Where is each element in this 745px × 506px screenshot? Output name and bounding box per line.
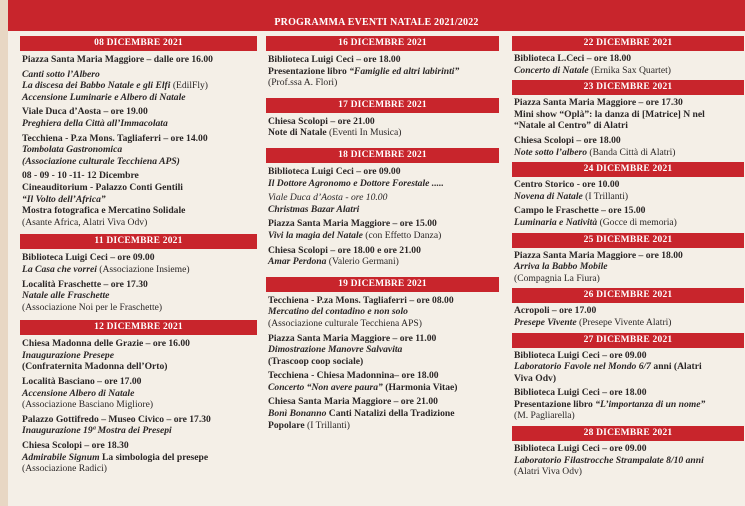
event-text: Laboratorio Favole nel Mondo 6/7 <box>514 361 654 373</box>
date-header: 08 DICEMBRE 2021 <box>20 36 257 51</box>
event-line <box>266 333 499 345</box>
event-line <box>512 135 744 147</box>
event-text: Accensione Albero di Natale <box>22 387 135 399</box>
event-text: anni (Alatri <box>653 361 702 373</box>
event-line <box>512 350 744 362</box>
event-text: (Eventi In Musica) <box>329 127 402 139</box>
event-line <box>512 305 744 317</box>
event-text: (Associazione Insieme) <box>99 263 190 275</box>
event-line <box>512 53 744 65</box>
event-text: Mini show “Oplà”: la danza di [Matrice] N nel <box>514 108 705 120</box>
event-text: Vivi la magia del Natale <box>268 229 366 241</box>
event-text: Biblioteca Luigi Ceci – ore 18.00 <box>268 54 401 65</box>
event-line <box>20 69 257 81</box>
event-text: Preghiera della Città all’Immacolata <box>22 117 168 129</box>
event-line <box>20 106 257 118</box>
event-text: Campo le Fraschette – ore 15.00 <box>514 205 646 217</box>
event-text: Tecchiena - P.za Mons. Tagliaferri – ore 08.00 <box>268 294 454 306</box>
event-line <box>512 250 744 262</box>
date-header: 23 DICEMBRE 2021 <box>512 80 744 95</box>
event-line <box>266 245 499 257</box>
date-header: 22 DICEMBRE 2021 <box>512 36 744 51</box>
event-text: Canti sotto l’Albero <box>22 68 100 80</box>
event-line <box>266 356 499 368</box>
event-line <box>266 295 499 307</box>
event-text: Viale Duca d’Aosta – ore 19.00 <box>22 106 148 118</box>
event-text: La Casa che vorrei <box>22 263 100 275</box>
event-line <box>266 178 499 190</box>
event-line <box>20 54 257 66</box>
event-line <box>266 230 499 242</box>
event-line <box>512 273 744 285</box>
event-text: Località Fraschette – ore 17.30 <box>22 278 148 290</box>
event-text: (Gocce di memoria) <box>599 216 677 228</box>
event-text: Viva Odv) <box>514 372 557 384</box>
event-line <box>20 182 257 194</box>
event-text: Tecchiena - Chiesa Madonnina– ore 18.00 <box>268 370 439 382</box>
event-line <box>266 344 499 356</box>
event-text: (Compagnia La Fiura) <box>514 272 600 284</box>
event-text: Località Basciano – ore 17.00 <box>22 376 142 388</box>
event-text: Natale alle Fraschette <box>22 290 110 302</box>
event-line <box>512 147 744 159</box>
event-line <box>20 118 257 130</box>
event-line <box>20 388 257 400</box>
event-line <box>512 387 744 399</box>
event-text: Acropoli – ore 17.00 <box>514 305 597 317</box>
event-text: “Famiglie ed altri labirinti” <box>349 65 460 77</box>
event-text: Tombolata Gastronomica <box>22 144 123 156</box>
event-line <box>20 194 257 206</box>
event-line <box>20 205 257 217</box>
date-header: 19 DICEMBRE 2021 <box>266 277 499 292</box>
event-text: Inaugurazione 19ª Mostra dei Presepi <box>22 425 172 437</box>
event-line <box>20 399 257 411</box>
date-header: 16 DICEMBRE 2021 <box>266 36 499 51</box>
event-line <box>512 217 744 229</box>
event-text: Presepe Vivente <box>514 316 580 328</box>
event-line <box>20 80 257 92</box>
event-text: Piazza Santa Maria Maggiore – ore 11.00 <box>268 332 437 344</box>
event-text: Biblioteca L.Ceci – ore 18.00 <box>514 53 632 64</box>
event-text: Viale Duca d’Aosta - ore 10.00 <box>268 192 388 204</box>
event-line <box>20 264 257 276</box>
event-line <box>266 318 499 330</box>
date-header: 25 DICEMBRE 2021 <box>512 233 744 248</box>
event-line <box>512 97 744 109</box>
event-text: Biblioteca Luigi Ceci – ore 18.00 <box>514 387 647 399</box>
programme-banner <box>8 0 745 31</box>
page-edge <box>0 0 8 506</box>
event-line <box>266 192 499 204</box>
event-text: “L’importanza di un nome” <box>595 398 706 410</box>
event-text: (Associazione Noi per le Fraschette) <box>22 301 163 313</box>
event-text: Inaugurazione Presepe <box>22 349 114 361</box>
event-text: Dimostrazione Manovre Salvavita <box>268 344 403 356</box>
event-line <box>20 338 257 350</box>
event-text: Piazza Santa Maria Maggiore – ore 18.00 <box>514 249 683 261</box>
event-text: “Natale al Centro” di Alatri <box>514 120 628 132</box>
event-text: Piazza Santa Maria Maggiore – ore 17.30 <box>514 97 683 109</box>
event-text: Mostra fotografica e Mercatino Solidale <box>22 205 186 217</box>
event-text: La discesa dei Babbo Natale e gli Elfi <box>22 80 173 92</box>
event-text: Chiesa Scolopi – ore 18.00 <box>514 134 621 146</box>
event-text: (Ernika Sax Quartet) <box>591 64 671 76</box>
column-2 <box>266 33 499 431</box>
event-line <box>512 399 744 411</box>
event-line <box>266 66 499 78</box>
event-text: (I Trillanti) <box>307 419 350 431</box>
event-line <box>512 455 744 467</box>
event-text: Piazza Santa Maria Maggiore – dalle ore 16.00 <box>22 54 213 65</box>
event-text: (Trascoop coop sociale) <box>268 355 364 367</box>
event-text: Amar Perdona <box>268 256 329 268</box>
event-text: (Presepe Vivente Alatri) <box>579 316 672 328</box>
event-line <box>266 218 499 230</box>
date-header: 27 DICEMBRE 2021 <box>512 333 744 348</box>
event-line <box>266 204 499 216</box>
event-line <box>20 440 257 452</box>
event-line <box>512 179 744 191</box>
event-text: (Valerio Germani) <box>328 256 399 268</box>
event-text: Laboratorio Filastrocche Strampalate 8/10 anni <box>514 454 704 466</box>
event-line <box>20 452 257 464</box>
event-text: Presentazione libro <box>268 65 350 77</box>
event-text: Canti Natalizi della Tradizione <box>328 408 455 420</box>
event-line <box>20 156 257 168</box>
event-line <box>512 109 744 121</box>
programme-title: PROGRAMMA EVENTI NATALE 2021/2022 <box>274 17 479 28</box>
event-text: (Harmonia Vitae) <box>385 381 458 393</box>
event-line <box>266 408 499 420</box>
event-line <box>20 170 257 182</box>
event-line <box>266 396 499 408</box>
event-line <box>20 463 257 475</box>
event-text: (EdilFly) <box>172 80 209 92</box>
event-line <box>266 166 499 178</box>
event-text: (Banda Città di Alatri) <box>589 146 676 158</box>
event-text: Chiesa Scolopi – ore 18.00 e ore 21.00 <box>268 244 421 256</box>
event-line <box>20 144 257 156</box>
event-line <box>266 420 499 432</box>
event-text: (I Trillanti) <box>585 190 629 202</box>
event-text: Presentazione libro <box>514 398 596 410</box>
column-1 <box>20 33 257 475</box>
event-text: Bonì Bonanno <box>268 408 329 420</box>
event-text: (Associazione culturale Tecchiena APS) <box>268 317 422 329</box>
event-text: Biblioteca Luigi Ceci – ore 09.00 <box>22 252 155 264</box>
event-text: (Alatri Viva Odv) <box>514 466 582 478</box>
event-line <box>266 370 499 382</box>
date-header: 24 DICEMBRE 2021 <box>512 162 744 177</box>
event-text: (Confraternita Madonna dell’Orto) <box>22 361 168 373</box>
event-line <box>512 466 744 478</box>
event-text: Chiesa Scolopi – ore 18.30 <box>22 440 129 452</box>
event-text: Admirabile Signum <box>22 451 102 463</box>
event-text: Concerto “Non avere paura” <box>268 381 386 393</box>
event-text: Concerto di Natale <box>514 64 592 76</box>
event-line <box>20 376 257 388</box>
event-text: Biblioteca Luigi Ceci – ore 09.00 <box>514 349 647 361</box>
event-text: Christmas Bazar Alatri <box>268 203 360 215</box>
event-line <box>266 116 499 128</box>
event-text: Note sotto l’albero <box>514 146 590 158</box>
event-line <box>512 261 744 273</box>
event-text: Arriva la Babbo Mobile <box>514 261 608 273</box>
date-header: 28 DICEMBRE 2021 <box>512 426 744 441</box>
event-line <box>512 120 744 132</box>
event-text: Chiesa Scolopi – ore 21.00 <box>268 115 375 127</box>
event-text: (Associazione Basciano Migliore) <box>22 399 154 411</box>
event-text: (M. Pagliarella) <box>514 410 575 422</box>
event-line <box>266 127 499 139</box>
event-line <box>266 306 499 318</box>
event-text: Luminaria e Natività <box>514 216 600 228</box>
event-line <box>266 256 499 268</box>
event-line <box>512 373 744 385</box>
event-line <box>266 77 499 89</box>
column-3 <box>512 33 744 478</box>
event-line <box>512 443 744 455</box>
event-text: (Asante Africa, Alatri Viva Odv) <box>22 216 148 228</box>
date-header: 18 DICEMBRE 2021 <box>266 148 499 163</box>
event-text: Cineauditorium - Palazzo Conti Gentili <box>22 181 183 193</box>
event-text: Centro Storico - ore 10.00 <box>514 179 620 191</box>
event-text: (Prof.ssa A. Flori) <box>268 77 338 89</box>
date-header: 17 DICEMBRE 2021 <box>266 98 499 113</box>
event-text: Mercatino del contadino e non solo <box>268 306 408 318</box>
event-line <box>20 92 257 104</box>
date-header: 12 DICEMBRE 2021 <box>20 320 257 335</box>
event-text: Biblioteca Luigi Ceci – ore 09.00 <box>514 443 647 455</box>
event-line <box>20 217 257 229</box>
event-text: Accensione Luminarie e Albero di Natale <box>22 91 186 103</box>
event-text: “Il Volto dell’Africa” <box>22 193 106 205</box>
event-text: Chiesa Madonna delle Grazie – ore 16.00 <box>22 338 190 350</box>
event-line <box>20 133 257 145</box>
event-text: Palazzo Gottifredo – Museo Civico – ore 17.30 <box>22 413 211 425</box>
event-text: Popolare <box>268 419 307 431</box>
event-text: Note di Natale <box>268 127 330 139</box>
date-header: 26 DICEMBRE 2021 <box>512 288 744 303</box>
event-line <box>266 54 499 66</box>
event-text: Biblioteca Luigi Ceci – ore 09.00 <box>268 165 401 177</box>
event-line <box>20 425 257 437</box>
event-line <box>20 290 257 302</box>
event-line <box>512 361 744 373</box>
event-text: Piazza Santa Maria Maggiore – ore 15.00 <box>268 218 437 230</box>
event-line <box>266 382 499 394</box>
event-text: Novena di Natale <box>514 190 586 202</box>
event-line <box>512 191 744 203</box>
event-text: (Associazione culturale Tecchiena APS) <box>22 155 180 167</box>
event-line <box>20 350 257 362</box>
event-line <box>20 279 257 291</box>
event-text: Il Dottore Agronomo e Dottore Forestale ..... <box>268 177 444 189</box>
event-text: Chiesa Santa Maria Maggiore – ore 21.00 <box>268 396 438 408</box>
event-text: 08 - 09 - 10 -11- 12 Dicembre <box>22 170 139 182</box>
event-line <box>20 361 257 373</box>
event-line <box>20 252 257 264</box>
event-text: Tecchiena - P.za Mons. Tagliaferri – ore 14.00 <box>22 132 208 144</box>
event-line <box>20 302 257 314</box>
event-line <box>20 414 257 426</box>
event-text: (con Effetto Danza) <box>365 229 442 241</box>
event-text: La simbologia del presepe <box>101 451 209 463</box>
event-line <box>512 317 744 329</box>
event-line <box>512 205 744 217</box>
event-line <box>512 65 744 77</box>
event-text: (Associazione Radici) <box>22 463 107 475</box>
date-header: 11 DICEMBRE 2021 <box>20 234 257 249</box>
event-line <box>512 410 744 422</box>
